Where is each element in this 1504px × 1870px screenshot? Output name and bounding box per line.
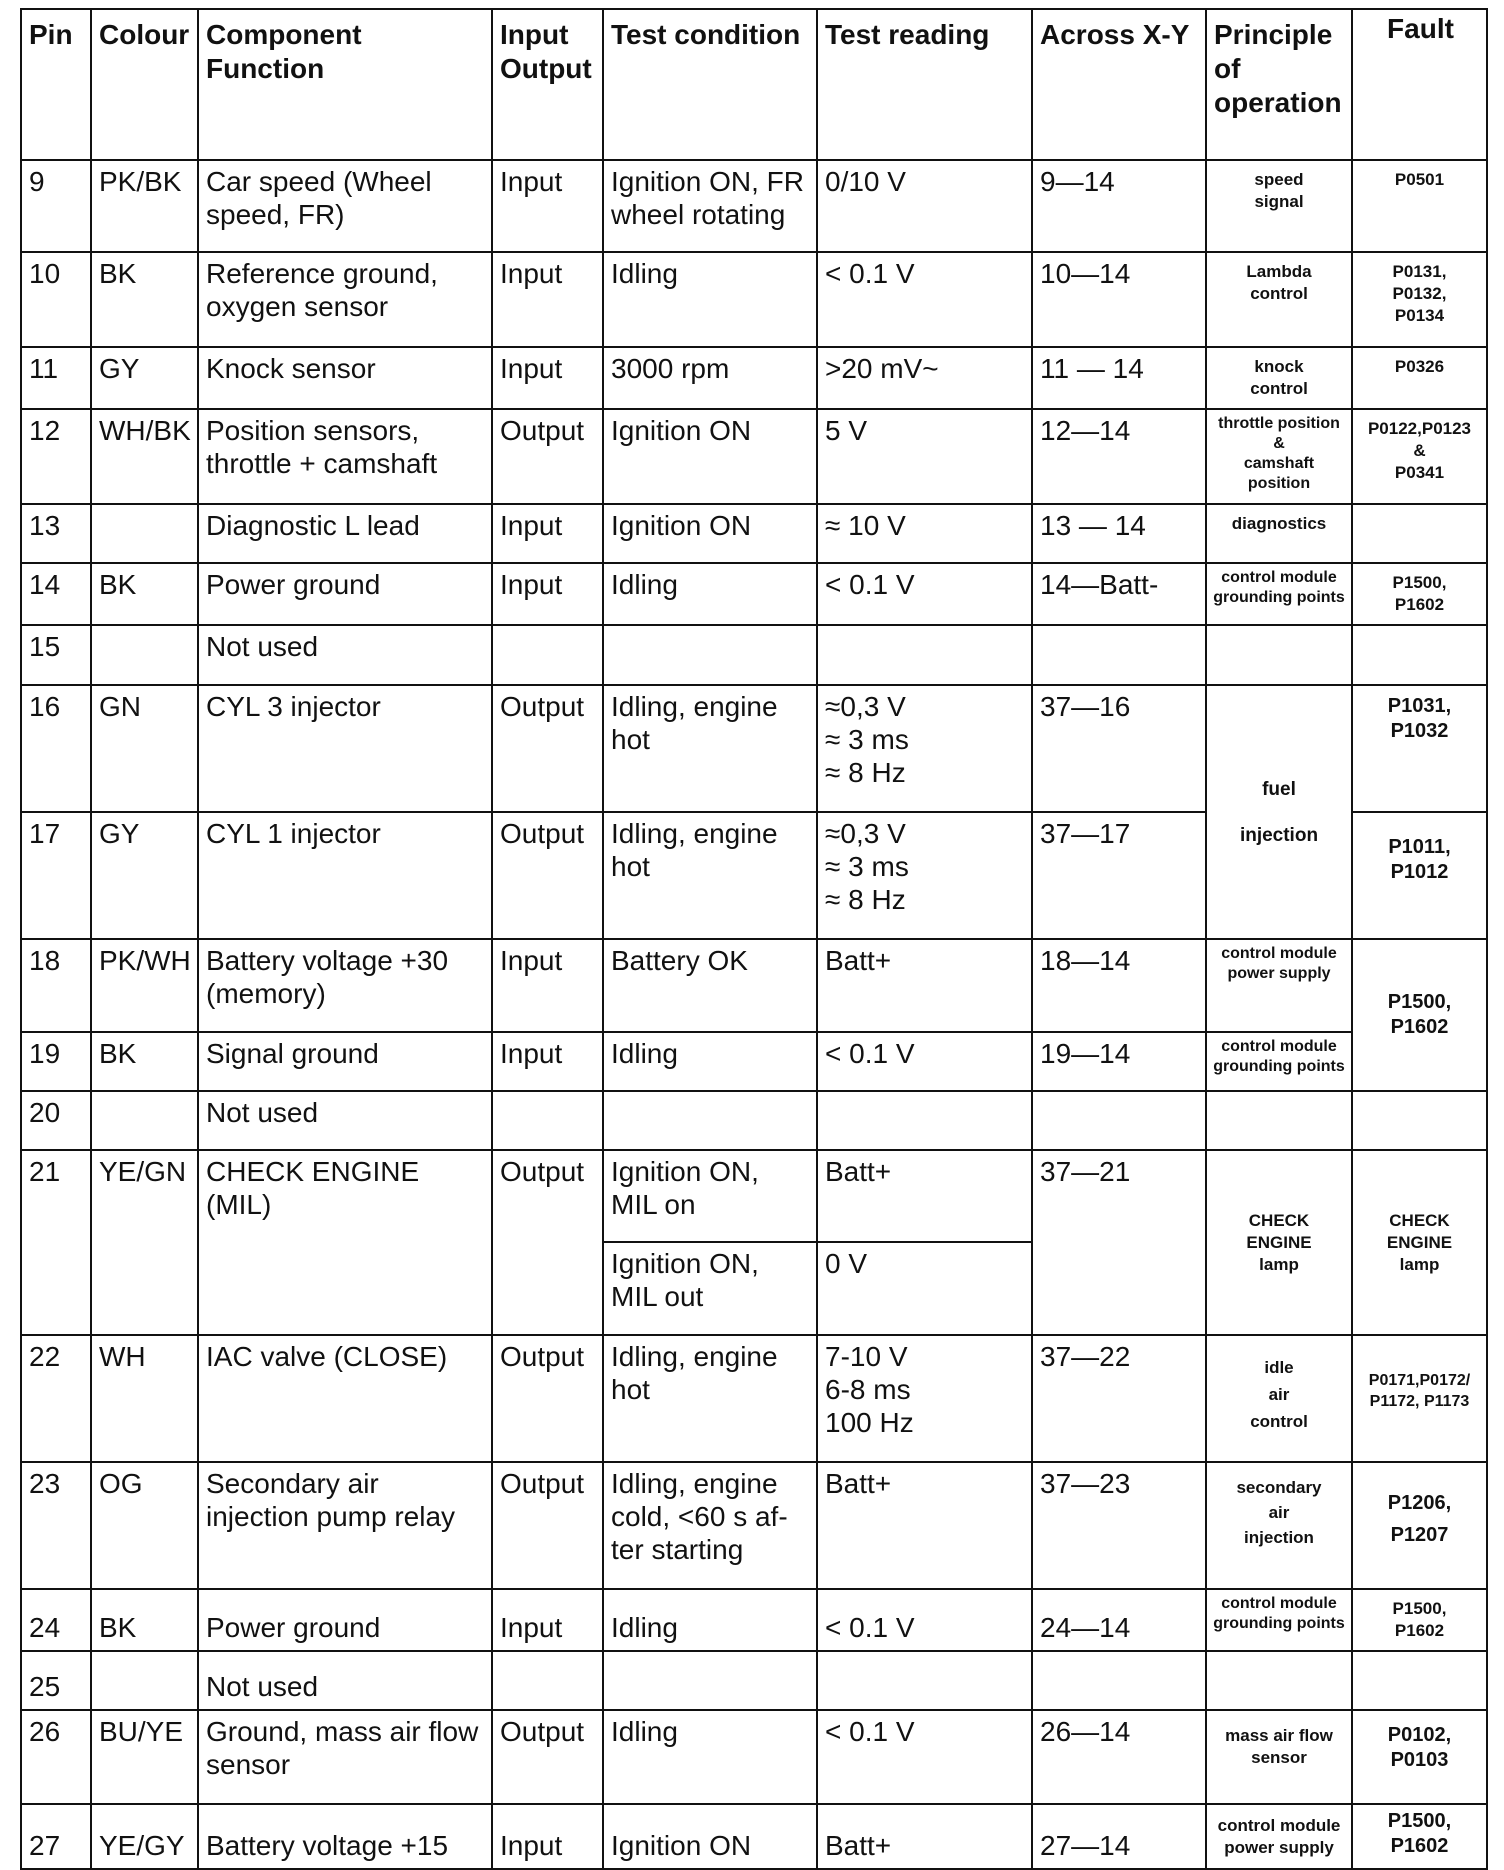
pin-cell: 11 bbox=[21, 347, 91, 409]
pin-cell: 22 bbox=[21, 1335, 91, 1462]
io-cell: Output bbox=[492, 1335, 603, 1462]
pinout-table bbox=[20, 8, 1488, 1870]
across-cell bbox=[1032, 1091, 1206, 1150]
reading-cell: ≈ 10 V bbox=[817, 504, 1032, 563]
component-cell: Reference ground, oxygen sensor bbox=[198, 252, 492, 347]
component-cell: CYL 3 injector bbox=[198, 685, 492, 812]
fault-cell bbox=[1352, 1651, 1487, 1710]
table-row bbox=[21, 1589, 1487, 1651]
fault-cell bbox=[1352, 1091, 1487, 1150]
header-test-reading: Test reading bbox=[817, 9, 1032, 160]
pin-cell: 18 bbox=[21, 939, 91, 1032]
component-cell: Power ground bbox=[198, 563, 492, 625]
across-cell: 10—14 bbox=[1032, 252, 1206, 347]
condition-cell: Idling, engine hot bbox=[603, 685, 817, 812]
io-cell: Output bbox=[492, 1710, 603, 1804]
io-cell: Input bbox=[492, 1589, 603, 1651]
table-row bbox=[21, 1150, 1487, 1242]
fault-cell: CHECK ENGINE lamp bbox=[1352, 1150, 1487, 1335]
table-row bbox=[21, 1032, 1487, 1091]
across-cell: 11 — 14 bbox=[1032, 347, 1206, 409]
pin-cell: 13 bbox=[21, 504, 91, 563]
colour-cell: YE/GY bbox=[91, 1804, 198, 1869]
across-cell: 37—17 bbox=[1032, 812, 1206, 939]
reading-cell: < 0.1 V bbox=[817, 563, 1032, 625]
across-cell: 19—14 bbox=[1032, 1032, 1206, 1091]
pin-cell: 23 bbox=[21, 1462, 91, 1589]
table-row bbox=[21, 563, 1487, 625]
condition-cell: Idling bbox=[603, 1710, 817, 1804]
io-cell: Input bbox=[492, 160, 603, 252]
io-cell: Output bbox=[492, 409, 603, 504]
condition-cell: Ignition ON, FR wheel rotating bbox=[603, 160, 817, 252]
component-cell: Position sensors, throttle + camshaft bbox=[198, 409, 492, 504]
principle-cell: idle air control bbox=[1206, 1335, 1352, 1462]
fault-cell: P0171,P0172/ P1172, P1173 bbox=[1352, 1335, 1487, 1462]
table-row bbox=[21, 1462, 1487, 1589]
reading-cell: < 0.1 V bbox=[817, 1589, 1032, 1651]
reading-cell: 0/10 V bbox=[817, 160, 1032, 252]
component-cell: Knock sensor bbox=[198, 347, 492, 409]
io-cell bbox=[492, 1091, 603, 1150]
component-cell: CYL 1 injector bbox=[198, 812, 492, 939]
condition-cell bbox=[603, 625, 817, 685]
principle-cell: speed signal bbox=[1206, 160, 1352, 252]
reading-cell: Batt+ bbox=[817, 939, 1032, 1032]
reading-cell: < 0.1 V bbox=[817, 1710, 1032, 1804]
table-row bbox=[21, 252, 1487, 347]
fault-cell: P0122,P0123 & P0341 bbox=[1352, 409, 1487, 504]
table-row bbox=[21, 1335, 1487, 1462]
condition-cell bbox=[603, 1091, 817, 1150]
header-row bbox=[21, 9, 1487, 160]
header-test-condition: Test condition bbox=[603, 9, 817, 160]
across-cell: 26—14 bbox=[1032, 1710, 1206, 1804]
pin-cell: 25 bbox=[21, 1651, 91, 1710]
header-component: Component Function bbox=[198, 9, 492, 160]
table-row bbox=[21, 685, 1487, 812]
colour-cell: YE/GN bbox=[91, 1150, 198, 1335]
io-cell: Input bbox=[492, 504, 603, 563]
table-row bbox=[21, 939, 1487, 1032]
pin-cell: 15 bbox=[21, 625, 91, 685]
table-row bbox=[21, 409, 1487, 504]
across-cell: 27—14 bbox=[1032, 1804, 1206, 1869]
pin-cell: 16 bbox=[21, 685, 91, 812]
reading-cell: 5 V bbox=[817, 409, 1032, 504]
colour-cell bbox=[91, 504, 198, 563]
across-cell: 37—22 bbox=[1032, 1335, 1206, 1462]
reading-cell: >20 mV~ bbox=[817, 347, 1032, 409]
condition-cell: Ignition ON, MIL out bbox=[603, 1242, 817, 1335]
fault-cell: P0326 bbox=[1352, 347, 1487, 409]
colour-cell: PK/WH bbox=[91, 939, 198, 1032]
fault-cell: P1011, P1012 bbox=[1352, 812, 1487, 939]
fault-cell: P1500, P1602 bbox=[1352, 939, 1487, 1091]
condition-cell: Idling bbox=[603, 252, 817, 347]
across-cell: 13 — 14 bbox=[1032, 504, 1206, 563]
io-cell bbox=[492, 1651, 603, 1710]
condition-cell: Idling bbox=[603, 563, 817, 625]
principle-cell bbox=[1206, 1091, 1352, 1150]
across-cell: 24—14 bbox=[1032, 1589, 1206, 1651]
component-cell: Ground, mass air flow sensor bbox=[198, 1710, 492, 1804]
principle-cell: control module power supply bbox=[1206, 1804, 1352, 1869]
principle-cell: mass air flow sensor bbox=[1206, 1710, 1352, 1804]
table-row bbox=[21, 160, 1487, 252]
principle-cell: knock control bbox=[1206, 347, 1352, 409]
principle-cell: fuel injection bbox=[1206, 685, 1352, 939]
pin-cell: 17 bbox=[21, 812, 91, 939]
table-row bbox=[21, 1710, 1487, 1804]
pin-cell: 10 bbox=[21, 252, 91, 347]
condition-cell: Idling, engine hot bbox=[603, 1335, 817, 1462]
colour-cell: GY bbox=[91, 812, 198, 939]
principle-cell: control module grounding points bbox=[1206, 1032, 1352, 1091]
pin-cell: 12 bbox=[21, 409, 91, 504]
component-cell: Car speed (Wheel speed, FR) bbox=[198, 160, 492, 252]
condition-cell: Battery OK bbox=[603, 939, 817, 1032]
fault-cell: P1500, P1602 bbox=[1352, 1589, 1487, 1651]
across-cell: 37—21 bbox=[1032, 1150, 1206, 1335]
io-cell: Output bbox=[492, 812, 603, 939]
condition-cell: 3000 rpm bbox=[603, 347, 817, 409]
principle-cell bbox=[1206, 625, 1352, 685]
component-cell: Battery voltage +30 (memory) bbox=[198, 939, 492, 1032]
fault-cell: P0102, P0103 bbox=[1352, 1710, 1487, 1804]
condition-cell: Ignition ON, MIL on bbox=[603, 1150, 817, 1242]
pin-cell: 24 bbox=[21, 1589, 91, 1651]
reading-cell bbox=[817, 1091, 1032, 1150]
principle-cell: control module grounding points bbox=[1206, 1589, 1352, 1651]
principle-cell: Lambda control bbox=[1206, 252, 1352, 347]
across-cell: 12—14 bbox=[1032, 409, 1206, 504]
component-cell: Battery voltage +15 bbox=[198, 1804, 492, 1869]
pin-cell: 27 bbox=[21, 1804, 91, 1869]
component-cell: Secondary air injection pump relay bbox=[198, 1462, 492, 1589]
component-cell: IAC valve (CLOSE) bbox=[198, 1335, 492, 1462]
fault-cell: P1500, P1602 bbox=[1352, 563, 1487, 625]
io-cell: Input bbox=[492, 252, 603, 347]
reading-cell: < 0.1 V bbox=[817, 1032, 1032, 1091]
reading-cell: < 0.1 V bbox=[817, 252, 1032, 347]
component-cell: CHECK ENGINE (MIL) bbox=[198, 1150, 492, 1335]
across-cell bbox=[1032, 1651, 1206, 1710]
across-cell: 14—Batt- bbox=[1032, 563, 1206, 625]
io-cell: Input bbox=[492, 563, 603, 625]
table-row bbox=[21, 625, 1487, 685]
io-cell bbox=[492, 625, 603, 685]
fault-cell: P0131, P0132, P0134 bbox=[1352, 252, 1487, 347]
principle-cell bbox=[1206, 1651, 1352, 1710]
principle-cell: throttle position & camshaft position bbox=[1206, 409, 1352, 504]
fault-cell: P1500, P1602 bbox=[1352, 1804, 1487, 1869]
component-cell: Not used bbox=[198, 1651, 492, 1710]
header-io: Input Output bbox=[492, 9, 603, 160]
colour-cell bbox=[91, 1651, 198, 1710]
fault-cell: P1031, P1032 bbox=[1352, 685, 1487, 812]
across-cell: 9—14 bbox=[1032, 160, 1206, 252]
pin-cell: 14 bbox=[21, 563, 91, 625]
condition-cell: Ignition ON bbox=[603, 1804, 817, 1869]
reading-cell: ≈0,3 V ≈ 3 ms ≈ 8 Hz bbox=[817, 685, 1032, 812]
colour-cell bbox=[91, 625, 198, 685]
pin-cell: 20 bbox=[21, 1091, 91, 1150]
reading-cell: Batt+ bbox=[817, 1462, 1032, 1589]
colour-cell: GY bbox=[91, 347, 198, 409]
pin-cell: 21 bbox=[21, 1150, 91, 1335]
component-cell: Power ground bbox=[198, 1589, 492, 1651]
condition-cell: Idling, engine cold, <60 s af- ter starting bbox=[603, 1462, 817, 1589]
fault-cell bbox=[1352, 625, 1487, 685]
condition-cell: Ignition ON bbox=[603, 409, 817, 504]
fault-cell bbox=[1352, 504, 1487, 563]
colour-cell: BK bbox=[91, 563, 198, 625]
condition-cell: Idling bbox=[603, 1032, 817, 1091]
condition-cell: Idling, engine hot bbox=[603, 812, 817, 939]
io-cell: Output bbox=[492, 1462, 603, 1589]
fault-cell: P0501 bbox=[1352, 160, 1487, 252]
component-cell: Diagnostic L lead bbox=[198, 504, 492, 563]
colour-cell bbox=[91, 1091, 198, 1150]
header-principle: Principle of operation bbox=[1206, 9, 1352, 160]
principle-cell: control module grounding points bbox=[1206, 563, 1352, 625]
principle-cell: CHECK ENGINE lamp bbox=[1206, 1150, 1352, 1335]
component-cell: Not used bbox=[198, 1091, 492, 1150]
fault-cell: P1206, P1207 bbox=[1352, 1462, 1487, 1589]
io-cell: Input bbox=[492, 939, 603, 1032]
colour-cell: BU/YE bbox=[91, 1710, 198, 1804]
colour-cell: PK/BK bbox=[91, 160, 198, 252]
table-row bbox=[21, 1091, 1487, 1150]
colour-cell: GN bbox=[91, 685, 198, 812]
io-cell: Input bbox=[492, 347, 603, 409]
header-fault: Fault bbox=[1352, 9, 1487, 160]
colour-cell: BK bbox=[91, 252, 198, 347]
header-across: Across X-Y bbox=[1032, 9, 1206, 160]
io-cell: Output bbox=[492, 685, 603, 812]
pin-cell: 9 bbox=[21, 160, 91, 252]
reading-cell: Batt+ bbox=[817, 1804, 1032, 1869]
io-cell: Input bbox=[492, 1032, 603, 1091]
principle-cell: diagnostics bbox=[1206, 504, 1352, 563]
across-cell bbox=[1032, 625, 1206, 685]
condition-cell bbox=[603, 1651, 817, 1710]
component-cell: Not used bbox=[198, 625, 492, 685]
principle-cell: control module power supply bbox=[1206, 939, 1352, 1032]
reading-cell: 7-10 V 6-8 ms 100 Hz bbox=[817, 1335, 1032, 1462]
colour-cell: WH/BK bbox=[91, 409, 198, 504]
header-pin: Pin bbox=[21, 9, 91, 160]
condition-cell: Idling bbox=[603, 1589, 817, 1651]
colour-cell: OG bbox=[91, 1462, 198, 1589]
component-cell: Signal ground bbox=[198, 1032, 492, 1091]
reading-cell: ≈0,3 V ≈ 3 ms ≈ 8 Hz bbox=[817, 812, 1032, 939]
reading-cell bbox=[817, 625, 1032, 685]
header-colour: Colour bbox=[91, 9, 198, 160]
io-cell: Output bbox=[492, 1150, 603, 1335]
table-row bbox=[21, 1804, 1487, 1869]
table-row bbox=[21, 347, 1487, 409]
condition-cell: Ignition ON bbox=[603, 504, 817, 563]
colour-cell: BK bbox=[91, 1032, 198, 1091]
colour-cell: WH bbox=[91, 1335, 198, 1462]
pin-cell: 26 bbox=[21, 1710, 91, 1804]
reading-cell: 0 V bbox=[817, 1242, 1032, 1335]
principle-cell: secondary air injection bbox=[1206, 1462, 1352, 1589]
reading-cell bbox=[817, 1651, 1032, 1710]
io-cell: Input bbox=[492, 1804, 603, 1869]
colour-cell: BK bbox=[91, 1589, 198, 1651]
table-row bbox=[21, 1651, 1487, 1710]
pin-cell: 19 bbox=[21, 1032, 91, 1091]
table-row bbox=[21, 504, 1487, 563]
across-cell: 18—14 bbox=[1032, 939, 1206, 1032]
across-cell: 37—16 bbox=[1032, 685, 1206, 812]
reading-cell: Batt+ bbox=[817, 1150, 1032, 1242]
across-cell: 37—23 bbox=[1032, 1462, 1206, 1589]
